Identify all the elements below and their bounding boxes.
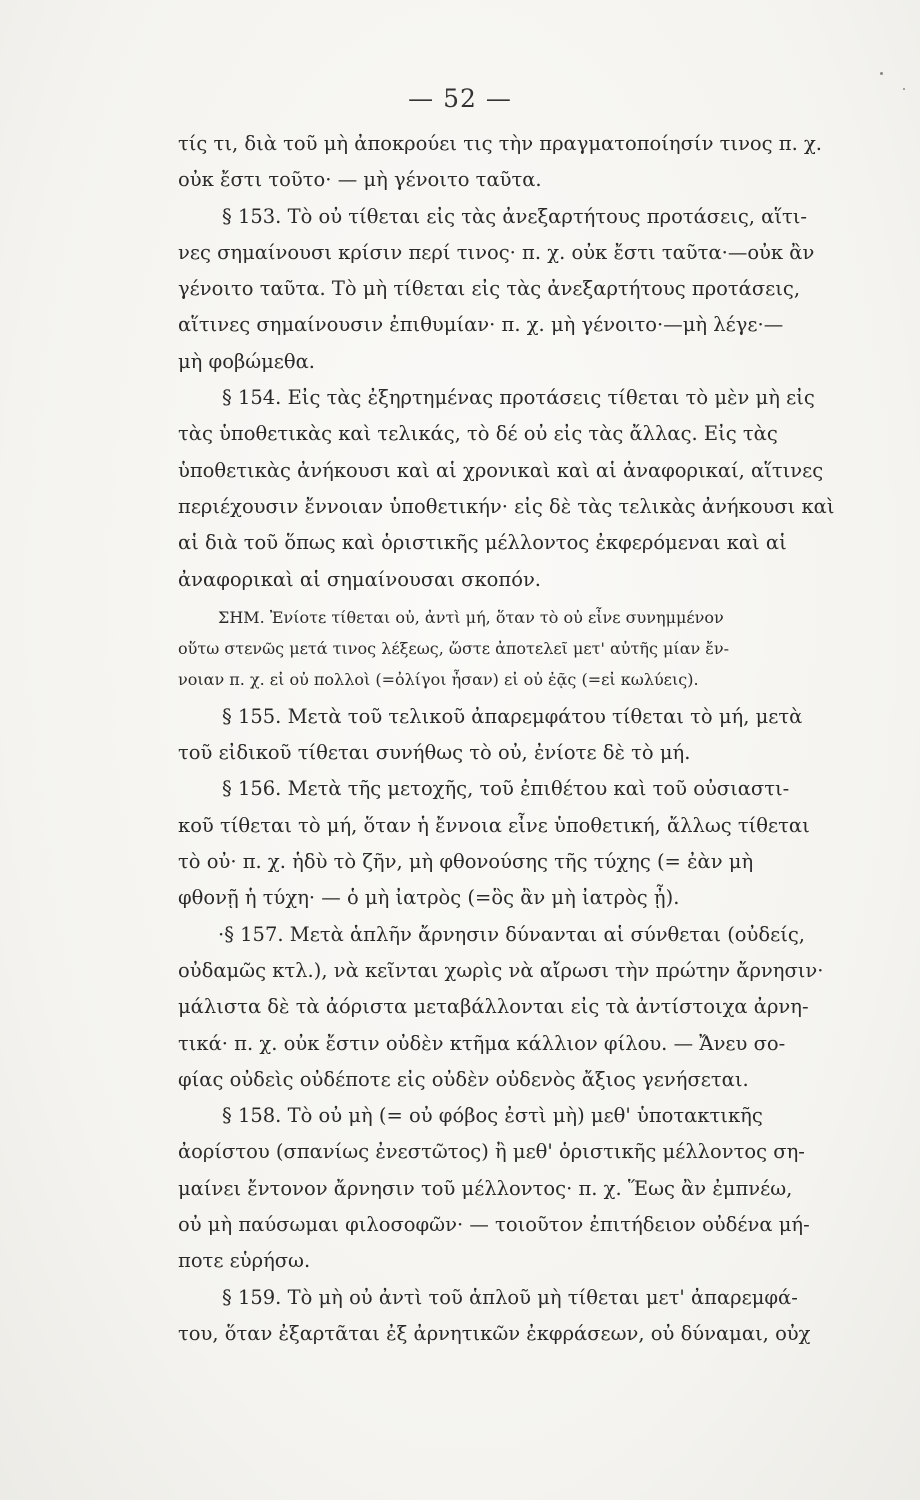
page-number: — 52 — [408,84,512,113]
note-line: ΣΗΜ. Ἐνίοτε τίθεται οὐ, ἀντὶ μή, ὅταν τὸ οὐ εἶνε συνημμένον [218,607,724,627]
text-line: μὴ φοβώμεθα. [178,349,316,373]
text-line: τοῦ εἰδικοῦ τίθεται συνήθως τὸ οὐ, ἐνίοτε δὲ τὸ μή. [178,741,691,765]
text-line: ποτε εὑρήσω. [178,1249,311,1273]
text-line: οὐκ ἔστι τοῦτο· — μὴ γένοιτο ταῦτα. [178,168,542,192]
text-line: περιέχουσιν ἔννοιαν ὑποθετικήν· εἰς δὲ τὰς τελικὰς ἀνήκουσι καὶ [178,494,835,518]
text-line: τίς τι, διὰ τοῦ μὴ ἀποκρούει τις τὴν πραγματοποίησίν τινος π. χ. [178,132,823,155]
text-line: κοῦ τίθεται τὸ μή, ὅταν ἡ ἔννοια εἶνε ὑποθετική, ἄλλως τίθεται [178,813,810,837]
text-line: οὐ μὴ παύσωμαι φιλοσοφῶν· — τοιοῦτον ἐπιτήδειον οὐδένα μή- [178,1213,810,1237]
section-heading-159: § 159. Τὸ μὴ οὐ ἀντὶ τοῦ ἁπλοῦ μὴ τίθεται μετ' ἀπαρεμφά- [222,1285,798,1309]
note-line: οὕτω στενῶς μετά τινος λέξεως, ὥστε ἀποτελεῖ μετ' αὐτῆς μίαν ἔν- [178,638,730,658]
text-line: φίας οὐδεὶς οὐδέποτε εἰς οὐδὲν οὐδενὸς ἄξιος γενήσεται. [178,1067,749,1091]
section-heading-158: § 158. Τὸ οὐ μὴ (= οὐ φόβος ἐστὶ μὴ) μεθ' ὑποτακτικῆς [222,1104,763,1128]
text-line: αἵτινες σημαίνουσιν ἐπιθυμίαν· π. χ. μὴ γένοιτο·—μὴ λέγε·— [178,313,784,337]
text-line: αἱ διὰ τοῦ ὅπως καὶ ὁριστικῆς μέλλοντος ἐκφερόμεναι καὶ αἱ [178,531,787,555]
text-line: μαίνει ἔντονον ἄρνησιν τοῦ μέλλοντος· π. χ. Ἕως ἂν ἐμπνέω, [178,1176,793,1200]
text-line: τὸ οὐ· π. χ. ἡδὺ τὸ ζῆν, μὴ φθονούσης τῆς τύχης (= ἐὰν μὴ [178,850,754,874]
text-line: τικά· π. χ. οὐκ ἔστιν οὐδὲν κτῆμα κάλλιον φίλου. — Ἄνευ σο- [178,1031,786,1055]
text-line: μάλιστα δὲ τὰ ἀόριστα μεταβάλλονται εἰς τὰ ἀντίστοιχα ἀρνη- [178,995,809,1019]
section-heading-153: § 153. Τὸ οὐ τίθεται εἰς τὰς ἀνεξαρτήτους προτάσεις, αἵτι- [222,204,807,228]
section-heading-154: § 154. Εἰς τὰς ἐξηρτημένας προτάσεις τίθεται τὸ μὲν μὴ εἰς [222,386,815,410]
note-line: νοιαν π. χ. εἰ οὐ πολλοὶ (=ὀλίγοι ἦσαν) εἰ οὐ ἐᾷς (=εἰ κωλύεις). [178,669,699,689]
text-line: οὐδαμῶς κτλ.), νὰ κεῖνται χωρὶς νὰ αἴρωσι τὴν πρώτην ἄρνησιν· [178,958,824,982]
text-line: νες σημαίνουσι κρίσιν περί τινος· π. χ. οὐκ ἔστι ταῦτα·—οὐκ ἂν [178,240,815,264]
text-line: τὰς ὑποθετικὰς καὶ τελικάς, τὸ δέ οὐ εἰς τὰς ἄλλας. Εἰς τὰς [178,422,778,446]
section-heading-157: ·§ 157. Μετὰ ἁπλῆν ἄρνησιν δύνανται αἱ σύνθεται (οὐδείς, [218,922,805,946]
text-line: του, ὅταν ἐξαρτᾶται ἐξ ἀρνητικῶν ἐκφράσεων, οὐ δύναμαι, οὐχ [178,1321,811,1345]
paper-speck [880,72,883,75]
body-text [178,126,906,1352]
text-line: γένοιτο ταῦτα. Τὸ μὴ τίθεται εἰς τὰς ἀνεξαρτήτους προτάσεις, [178,277,801,301]
text-line: ὑποθετικὰς ἀνήκουσι καὶ αἱ χρονικαὶ καὶ αἱ ἀναφορικαί, αἵτινες [178,458,824,482]
text-line: ἀορίστου (σπανίως ἐνεστῶτος) ἢ μεθ' ὁριστικῆς μέλλοντος ση- [178,1140,805,1164]
section-heading-155: § 155. Μετὰ τοῦ τελικοῦ ἀπαρεμφάτου τίθεται τὸ μή, μετὰ [222,704,803,728]
text-line: φθονῇ ἡ τύχη· — ὁ μὴ ἰατρὸς (=ὃς ἂν μὴ ἰατρὸς ᾖ). [178,886,680,910]
text-line: ἀναφορικαὶ αἱ σημαίνουσαι σκοπόν. [178,567,542,591]
section-heading-156: § 156. Μετὰ τῆς μετοχῆς, τοῦ ἐπιθέτου καὶ τοῦ οὐσιαστι- [222,777,790,801]
